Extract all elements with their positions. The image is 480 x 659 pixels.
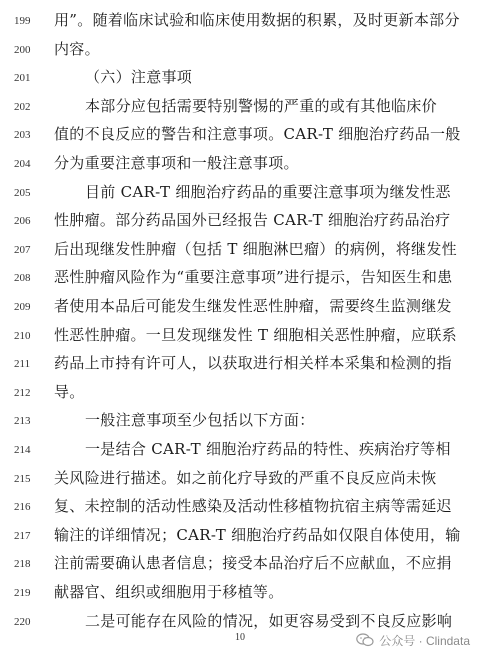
line-number: 209 — [14, 301, 31, 313]
line-text: 用”。随着临床试验和临床使用数据的积累，及时更新本部分 — [54, 11, 460, 29]
line-text: 本部分应包括需要特别警惕的严重的或有其他临床价 — [85, 96, 437, 115]
text-line — [0, 551, 480, 575]
line-number: 217 — [14, 529, 31, 542]
line-number: 211 — [14, 358, 31, 371]
line-number: 218 — [14, 558, 31, 571]
line-number: 220 — [14, 615, 31, 628]
text-line — [0, 37, 480, 61]
line-number: 201 — [14, 72, 31, 85]
line-text: 目前 CAR-T 细胞治疗药品的重要注意事项为继发性恶 — [85, 182, 451, 201]
line-text: 值的不良反应的警告和注意事项。CAR-T 细胞治疗药品一般 — [54, 125, 461, 144]
text-line — [0, 466, 480, 490]
watermark — [356, 631, 470, 649]
text-line — [0, 494, 480, 518]
line-text: 者使用本品后可能发生继发性恶性肿瘤，需要终生监测继发 — [54, 297, 452, 315]
text-line — [0, 94, 480, 118]
line-text: 关风险进行描述。如之前化疗导致的严重不良反应尚未恢 — [54, 468, 437, 487]
line-text: 恶性肿瘤风险作为“重要注意事项”进行提示，告知医生和患 — [54, 268, 453, 287]
line-number: 199 — [14, 15, 31, 27]
line-text: （六）注意事项 — [85, 68, 193, 87]
text-line — [0, 151, 480, 175]
page-number: 10 — [235, 632, 245, 643]
line-number: 219 — [14, 587, 31, 599]
text-line — [0, 8, 480, 32]
line-number: 204 — [14, 158, 31, 170]
text-line — [0, 180, 480, 204]
line-number: 212 — [14, 386, 31, 399]
line-number: 208 — [14, 272, 31, 285]
text-line — [0, 294, 480, 318]
text-line — [0, 609, 480, 633]
text-line — [0, 351, 480, 375]
line-number: 205 — [14, 186, 31, 199]
line-text: 二是可能存在风险的情况，如更容易受到不良反应影响 — [85, 611, 453, 630]
line-number: 216 — [14, 501, 31, 514]
text-line — [0, 580, 480, 604]
text-line — [0, 208, 480, 232]
line-text: 性恶性肿瘤。一旦发现继发性 T 细胞相关恶性肿瘤，应联系 — [54, 325, 457, 344]
line-text: 药品上市持有许可人，以获取进行相关样本采集和检测的指 — [54, 354, 452, 373]
line-number: 206 — [14, 215, 31, 228]
line-text: 内容。 — [54, 39, 100, 58]
line-number: 214 — [14, 444, 31, 456]
line-text: 分为重要注意事项和一般注意事项。 — [54, 154, 299, 172]
line-number: 210 — [14, 329, 31, 342]
text-line — [0, 380, 480, 404]
text-line — [0, 323, 480, 347]
watermark-text: 公众号 · Clindata — [379, 633, 470, 648]
line-text: 输注的详细情况；CAR-T 细胞治疗药品如仅限自体使用，输 — [54, 525, 461, 544]
line-text: 一般注意事项至少包括以下方面： — [85, 411, 315, 430]
line-text: 性肿瘤。部分药品国外已经报告 CAR-T 细胞治疗药品治疗 — [54, 211, 451, 230]
text-line — [0, 65, 480, 89]
text-line — [0, 437, 480, 461]
line-number: 215 — [14, 472, 31, 485]
line-text: 献器官、组织或细胞用于移植等。 — [54, 583, 284, 601]
line-text: 导。 — [54, 382, 85, 401]
line-number: 213 — [14, 415, 31, 428]
text-line — [0, 265, 480, 289]
line-number: 200 — [14, 43, 31, 56]
line-number: 207 — [14, 243, 31, 256]
text-line — [0, 408, 480, 432]
line-text: 一是结合 CAR-T 细胞治疗药品的特性、疾病治疗等相 — [85, 440, 451, 458]
line-text: 注前需要确认患者信息；接受本品治疗后不应献血，不应捐 — [54, 554, 452, 573]
line-number: 202 — [14, 100, 31, 113]
text-line — [0, 122, 480, 146]
line-number: 203 — [14, 129, 31, 142]
text-line — [0, 237, 480, 261]
wechat-icon — [356, 633, 374, 647]
line-text: 后出现继发性肿瘤（包括 T 细胞淋巴瘤）的病例，将继发性 — [54, 239, 457, 258]
text-line — [0, 523, 480, 547]
line-text: 复、未控制的活动性感染及活动性移植物抗宿主病等需延迟 — [54, 497, 452, 516]
